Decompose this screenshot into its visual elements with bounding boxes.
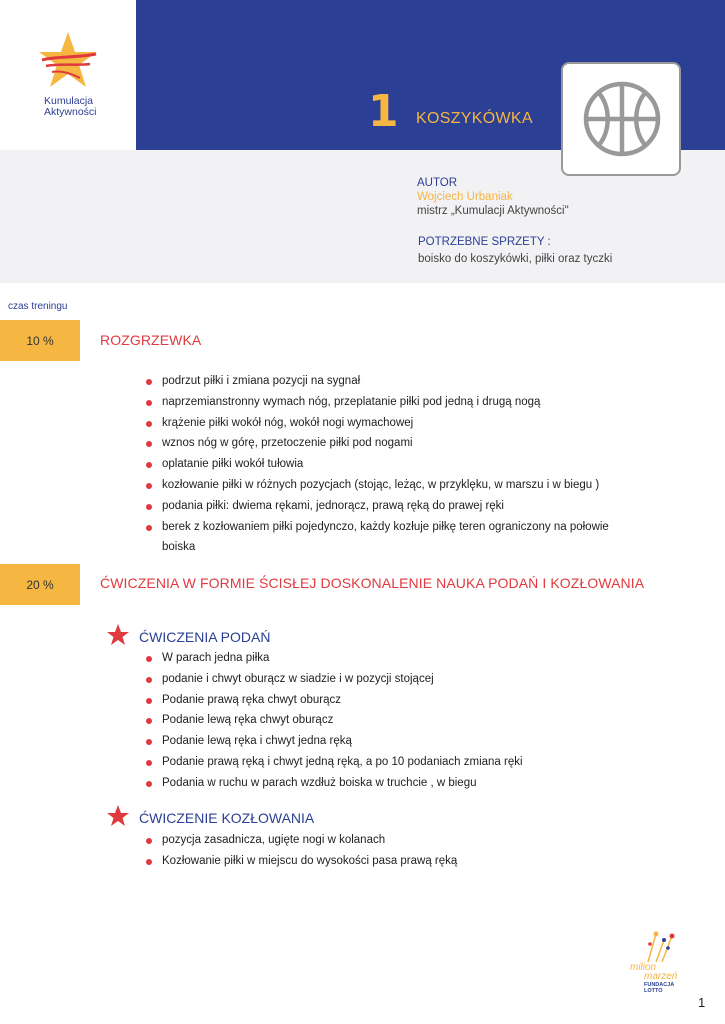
- author-name: Wojciech Urbaniak: [417, 191, 513, 203]
- red-star-icon: [106, 623, 130, 647]
- list-item: W parach jedna piłka: [146, 648, 523, 669]
- section-percent-badge: 20 %: [0, 564, 80, 605]
- lesson-title: KOSZYKÓWKA: [416, 110, 533, 127]
- equipment-label: POTRZEBNE SPRZETY :: [418, 236, 551, 248]
- list-item: podrzut piłki i zmiana pozycji na sygnał: [146, 371, 609, 392]
- section-percent-badge: 10 %: [0, 320, 80, 361]
- kumulacja-logo: [0, 0, 136, 150]
- author-role: mistrz „Kumulacji Aktywności": [417, 205, 569, 217]
- list-item: kozłowanie piłki w różnych pozycjach (stojąc, leżąc, w przyklęku, w marszu i w biegu ): [146, 475, 609, 496]
- footer-logo-line-2: marzeń: [644, 971, 678, 982]
- page-number: 1: [698, 995, 706, 1010]
- dribbling-list: [146, 830, 457, 872]
- equipment-text: boisko do koszykówki, piłki oraz tyczki: [418, 253, 613, 265]
- section-title-warmup: ROZGRZEWKA: [100, 332, 202, 348]
- list-item-continuation: boiska: [162, 541, 196, 554]
- star-logo-icon: [36, 30, 100, 92]
- passing-list: [146, 648, 523, 794]
- list-item: pozycja zasadnicza, ugięte nogi w kolanach: [146, 830, 457, 851]
- logo-text: [44, 96, 97, 118]
- footer-logo-line-3: FUNDACJA LOTTO: [644, 982, 675, 994]
- sparkle-logo-icon: [628, 930, 692, 964]
- list-item: Podanie lewą ręka i chwyt jedna ręką: [146, 731, 523, 752]
- footer-logo-line-1: milion: [630, 962, 657, 973]
- red-star-icon: [106, 804, 130, 828]
- list-item: krążenie piłki wokół nóg, wokół nogi wymachowej: [146, 413, 609, 434]
- subsection-title-dribbling: ĆWICZENIE KOZŁOWANIA: [139, 810, 315, 826]
- warmup-list: [146, 371, 609, 558]
- author-label: AUTOR: [417, 177, 458, 189]
- list-item: naprzemianstronny wymach nóg, przeplatanie piłki pod jedną i drugą nogą: [146, 392, 609, 413]
- list-item: Kozłowanie piłki w miejscu do wysokości pasa prawą ręką: [146, 851, 457, 872]
- list-item: oplatanie piłki wokół tułowia: [146, 454, 609, 475]
- list-item: podanie i chwyt oburącz w siadzie i w pozycji stojącej: [146, 669, 523, 690]
- section-title-exercises: ĆWICZENIA W FORMIE ŚCISŁEJ DOSKONALENIE NAUKA PODAŃ I KOZŁOWANIA: [100, 575, 645, 591]
- time-label: czas treningu: [8, 301, 68, 312]
- logo-line-1: Kumulacja: [44, 95, 94, 107]
- lesson-number: 1: [368, 86, 399, 137]
- list-item: Podania w ruchu w parach wzdłuż boiska w truchcie , w biegu: [146, 773, 523, 794]
- list-item: wznos nóg w górę, przetoczenie piłki pod nogami: [146, 433, 609, 454]
- sport-icon-card: [561, 62, 681, 176]
- basketball-icon: [581, 80, 663, 158]
- fundacja-lotto-logo: [628, 930, 692, 994]
- list-item: Podanie prawą ręka chwyt oburącz: [146, 690, 523, 711]
- list-item: podania piłki: dwiema rękami, jednorącz, prawą ręką do prawej ręki: [146, 496, 609, 517]
- list-item: Podanie prawą ręką i chwyt jedną ręką, a po 10 podaniach zmiana ręki: [146, 752, 523, 773]
- logo-line-2: Aktywności: [44, 106, 97, 118]
- list-item: Podanie lewą ręka chwyt oburącz: [146, 710, 523, 731]
- list-item: berek z kozłowaniem piłki pojedynczo, każdy kozłuje piłkę teren ograniczony na połowie: [146, 517, 609, 538]
- subsection-title-passing: ĆWICZENIA PODAŃ: [139, 629, 271, 645]
